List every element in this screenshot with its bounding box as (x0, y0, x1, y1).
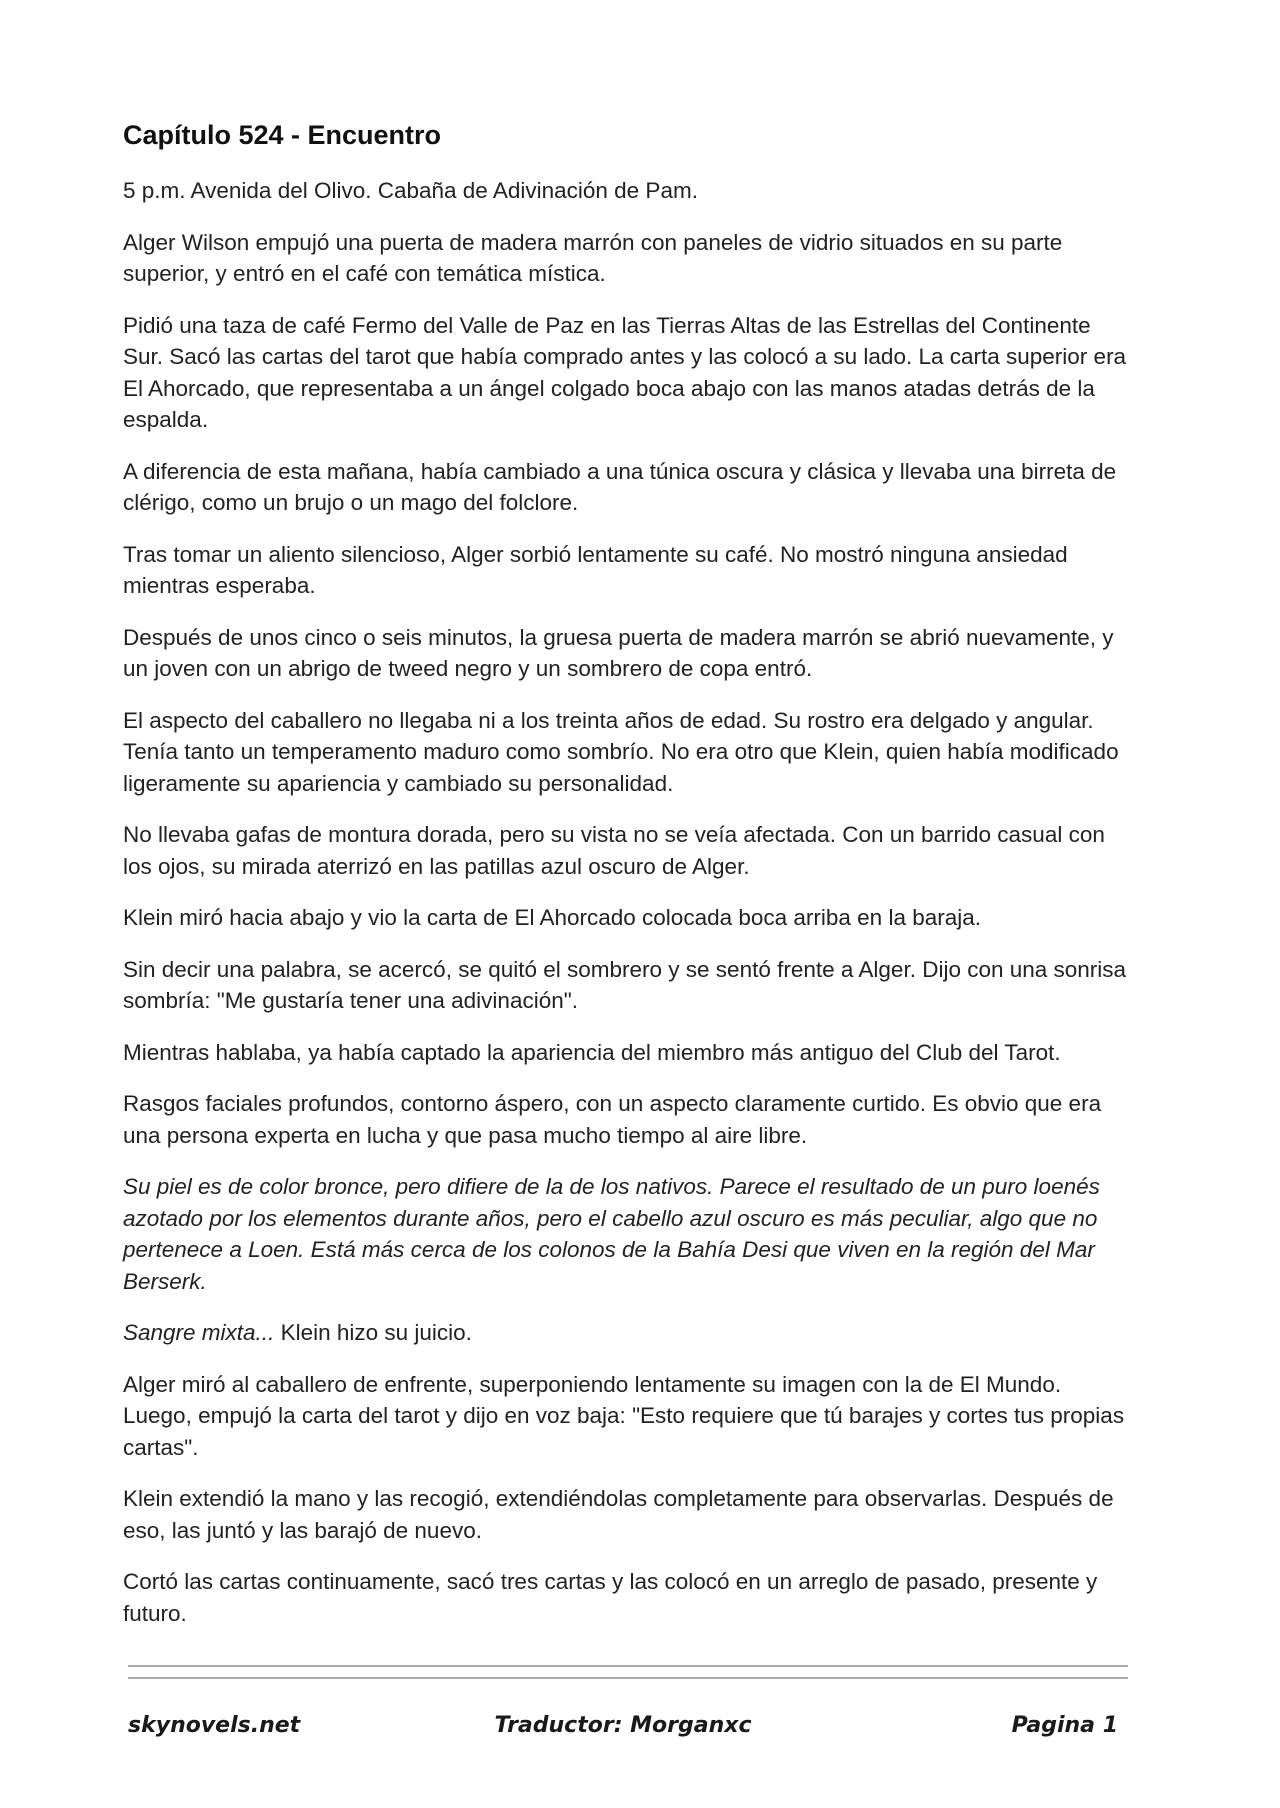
footer-page-number: Pagina 1 (1011, 1713, 1118, 1738)
paragraph: Cortó las cartas continuamente, sacó tres cartas y las colocó en un arreglo de pasado, presente y futuro. (123, 1569, 1098, 1626)
paragraph: El aspecto del caballero no llegaba ni a los treinta años de edad. Su rostro era delgado y angular. Tenía tanto un temperamento maduro como sombrío. No era otro que Klein, quien había modificado ligeramente su apariencia y cambiado su personalidad. (123, 707, 1119, 796)
paragraph: Sin decir una palabra, se acercó, se quitó el sombrero y se sentó frente a Alger. Dijo con una sonrisa sombría: "Me gustaría tener una adivinación". (123, 956, 1127, 1014)
paragraph: Después de unos cinco o seis minutos, la gruesa puerta de madera marrón se abrió nuevamente, y un joven con un abrigo de tweed negro y un sombrero de copa entró. (123, 624, 1114, 682)
paragraph: Tras tomar un aliento silencioso, Alger sorbió lentamente su café. No mostró ninguna ansiedad mientras esperaba. (123, 541, 1068, 599)
paragraph: 5 p.m. Avenida del Olivo. Cabaña de Adivinación de Pam. (123, 178, 698, 204)
mixed-paragraph (123, 1317, 1133, 1349)
paragraph: Alger miró al caballero de enfrente, superponiendo lentamente su imagen con la de El Mundo. Luego, empujó la carta del tarot y dijo en voz baja: "Esto requiere que tú barajes y cortes tus propias cartas". (123, 1371, 1125, 1460)
chapter-title: Capítulo 524 - Encuentro (123, 120, 442, 150)
chapter-content (123, 118, 1133, 1649)
footer-divider (128, 1665, 1128, 1667)
footer-divider (128, 1677, 1128, 1679)
paragraph: Pidió una taza de café Fermo del Valle de Paz en las Tierras Altas de las Estrellas del Continente Sur. Sacó las cartas del tarot que había comprado antes y las colocó a su lado. La carta superior era El Ahorcado, que representaba a un ángel colgado boca abajo con las manos atadas detrás de la espalda. (123, 312, 1127, 433)
italic-thought-paragraph: Su piel es de color bronce, pero difiere de la de los nativos. Parece el resultado de un puro loenés azotado por los elementos durante años, pero el cabello azul oscuro es más peculiar, algo que no pertenece a Loen. Está más cerca de los colonos de la Bahía Desi que viven en la región del Mar Berserk. (123, 1174, 1100, 1294)
paragraph: Alger Wilson empujó una puerta de madera marrón con paneles de vidrio situados en su parte superior, y entró en el café con temática mística. (123, 229, 1063, 287)
paragraph: A diferencia de esta mañana, había cambiado a una túnica oscura y clásica y llevaba una birreta de clérigo, como un brujo o un mago del folclore. (123, 458, 1117, 516)
paragraph-text: Klein hizo su juicio. (274, 1320, 472, 1346)
paragraph: Mientras hablaba, ya había captado la apariencia del miembro más antiguo del Club del Tarot. (123, 1039, 1061, 1065)
italic-thought-text: Sangre mixta... (123, 1320, 275, 1346)
paragraph: Klein extendió la mano y las recogió, extendiéndolas completamente para observarlas. Después de eso, las juntó y las barajó de nuevo. (123, 1486, 1114, 1543)
paragraph: Rasgos faciales profundos, contorno áspero, con un aspecto claramente curtido. Es obvio que era una persona experta en lucha y que pasa mucho tiempo al aire libre. (123, 1091, 1102, 1148)
footer-site: skynovels.net (128, 1713, 301, 1738)
page-footer (128, 1713, 1118, 1745)
paragraph: No llevaba gafas de montura dorada, pero su vista no se veía afectada. Con un barrido casual con los ojos, su mirada aterrizó en las patillas azul oscuro de Alger. (123, 822, 1105, 879)
paragraph: Klein miró hacia abajo y vio la carta de El Ahorcado colocada boca arriba en la baraja. (123, 905, 982, 931)
footer-translator: Traductor: Morganxc (494, 1713, 752, 1738)
